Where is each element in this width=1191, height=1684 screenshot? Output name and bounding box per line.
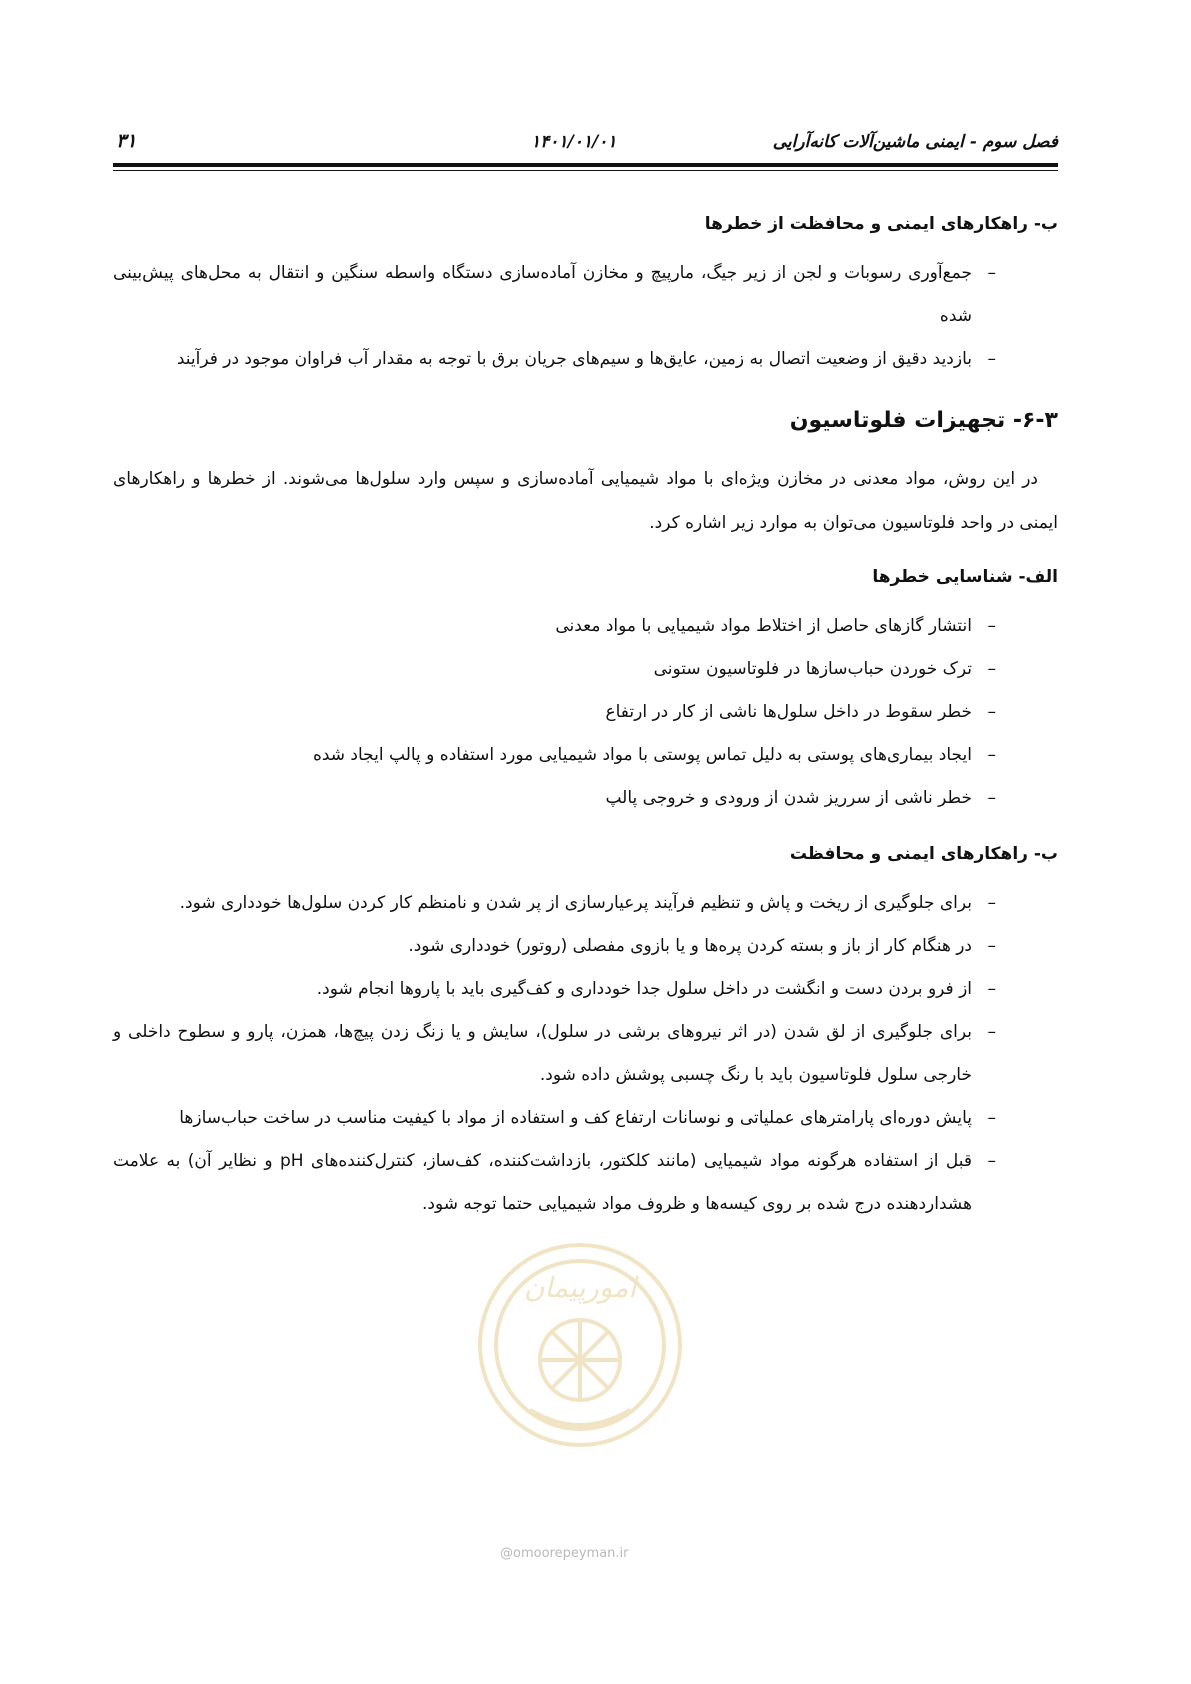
watermark-logo-text: امورپیمان [523,1271,637,1304]
list-item [113,1097,1058,1140]
list-item [113,338,1058,381]
section-paragraph: در این روش، مواد معدنی در مخازن ویژه‌ای با مواد شیمیایی آماده‌سازی و سپس وارد سلول‌ها می‌شوند. از خطرها و راهکارهای ایمنی در واحد فلوتاسیون می‌توان به موارد زیر اشاره کرد. [113,469,1058,533]
subsection-title-b1: ب- راهکارهای ایمنی و محافظت از خطرها [704,214,1058,234]
bullet-dash: – [987,1022,996,1042]
list-item [113,734,1058,777]
list-item-text: جمع‌آوری رسوبات و لجن از زیر جیگ، مارپیچ و مخازن آماده‌سازی دستگاه واسطه سنگین و انتقال به محل‌های پیش‌بینی شده [113,263,972,326]
page-header [113,128,1058,158]
bullet-list-b2 [113,882,1058,1226]
bullet-dash: – [987,1151,996,1171]
page-number: ۳۱ [116,130,137,152]
bullet-list-a [113,605,1058,820]
list-item-text: پایش دوره‌ای پارامترهای عملیاتی و نوسانات ارتفاع کف و استفاده از مواد با کیفیت مناسب در ساخت حباب‌سازها [179,1108,972,1128]
header-rule-thick [113,163,1058,167]
list-item-text: بازدید دقیق از وضعیت اتصال به زمین، عایق‌ها و سیم‌های جریان برق با توجه به مقدار آب فراوان موجود در فرآیند [176,349,972,369]
header-date: ۱۴۰۱/۰۱/۰۱ [531,132,617,152]
list-item [113,925,1058,968]
list-item-text: قبل از استفاده هرگونه مواد شیمیایی (مانند کلکتور، بازداشت‌کننده، کف‌ساز، کنترل‌کننده‌های pH و نظایر آن) به علامت هشداردهنده درج شده بر روی کیسه‌ها و ظروف مواد شیمیایی حتما توجه شود. [113,1151,972,1214]
list-item-text: برای جلوگیری از ریخت و پاش و تنظیم فرآیند پرعیارسازی از پر شدن و نامنظم کار کردن سلول‌ها خودداری شود. [179,893,972,913]
subsection-title-a: الف- شناسایی خطرها [872,567,1058,587]
watermark-url: @omoorepeyman.ir [500,1546,629,1561]
subsection-title-b2: ب- راهکارهای ایمنی و محافظت [789,844,1058,864]
section-title: ۶-۳- تجهیزات فلوتاسیون [789,408,1058,433]
list-item-text: ایجاد بیماری‌های پوستی به دلیل تماس پوستی با مواد شیمیایی مورد استفاده و پالپ ایجاد شده [312,745,972,765]
bullet-dash: – [987,936,996,956]
list-item [113,605,1058,648]
bullet-list-b1 [113,252,1058,381]
bullet-dash: – [987,745,996,765]
list-item [113,252,1058,338]
list-item-text: از فرو بردن دست و انگشت در داخل سلول جدا خودداری و کف‌گیری باید با پاروها انجام شود. [316,979,972,999]
header-rule-thin [113,170,1058,171]
list-item-text: خطر سقوط در داخل سلول‌ها ناشی از کار در ارتفاع [605,702,972,722]
page-content [113,210,1058,1246]
list-item [113,882,1058,925]
bullet-dash: – [987,1108,996,1128]
list-item-text: برای جلوگیری از لق شدن (در اثر نیروهای برشی در سلول)، سایش و یا زنگ زدن پیچ‌ها، همزن، پارو و سطوح داخلی و خارجی سلول فلوتاسیون باید با رنگ چسبی پوشش داده شود. [113,1022,972,1085]
list-item-text: در هنگام کار از باز و بسته کردن پره‌ها و یا بازوی مفصلی (روتور) خودداری شود. [408,936,972,956]
bullet-dash: – [987,349,996,369]
list-item [113,1140,1058,1226]
bullet-dash: – [987,263,996,283]
bullet-dash: – [987,702,996,722]
list-item-text: خطر ناشی از سرریز شدن از ورودی و خروجی پالپ [605,788,972,808]
list-item [113,968,1058,1011]
bullet-dash: – [987,616,996,636]
bullet-dash: – [987,788,996,808]
bullet-dash: – [987,659,996,679]
list-item [113,691,1058,734]
bullet-dash: – [987,979,996,999]
watermark-logo-icon [470,1235,690,1455]
list-item [113,777,1058,820]
list-item [113,1011,1058,1097]
bullet-dash: – [987,893,996,913]
list-item-text: ترک خوردن حباب‌سازها در فلوتاسیون ستونی [653,659,972,679]
list-item-text: انتشار گازهای حاصل از اختلاط مواد شیمیایی با مواد معدنی [555,616,972,636]
list-item [113,648,1058,691]
chapter-title: فصل سوم - ایمنی ماشین‌آلات کانه‌آرایی [772,132,1058,152]
